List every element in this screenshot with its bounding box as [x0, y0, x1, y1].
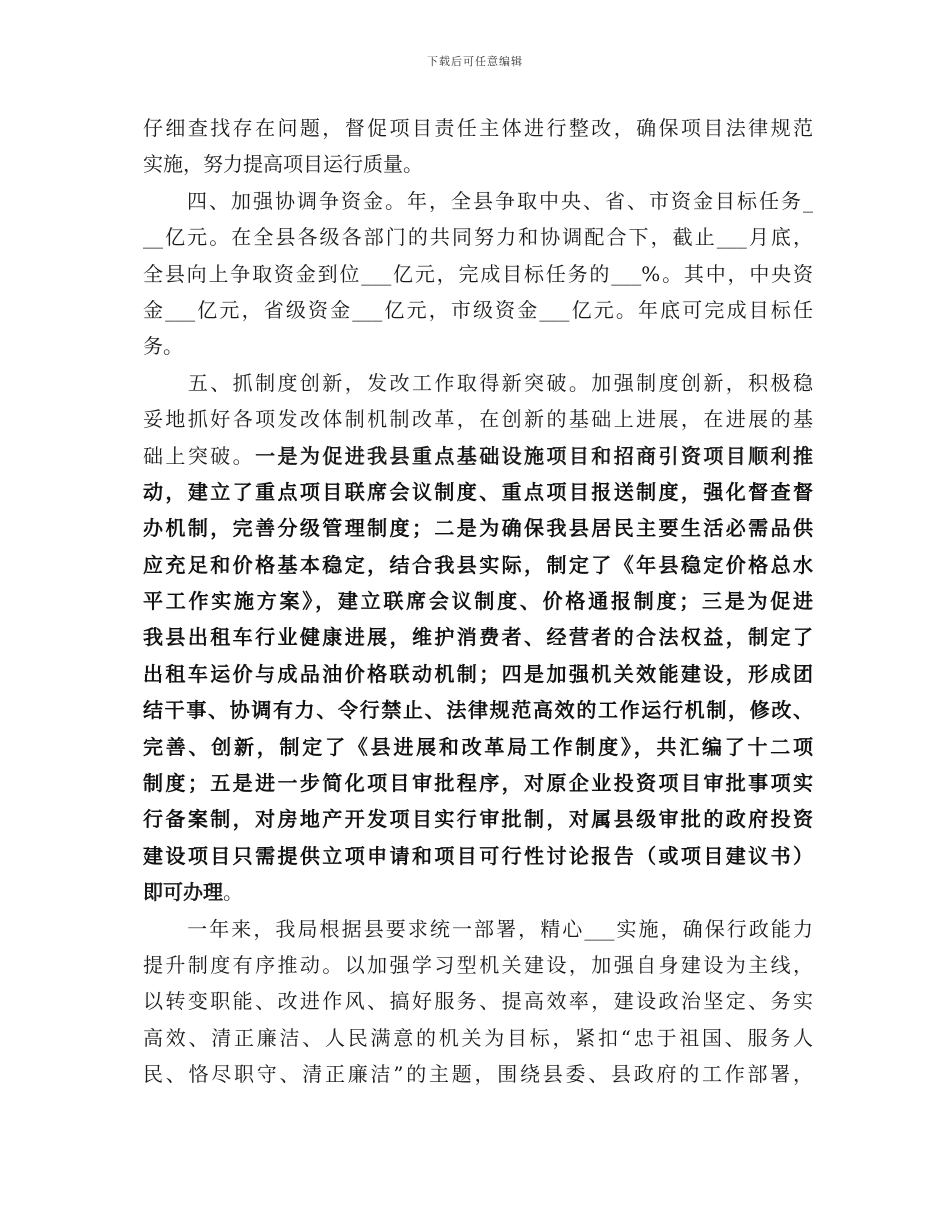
bold-text-line: 行备案制，对房地产开发项目实行审批制，对属县级审批的政府投资 — [143, 807, 813, 832]
bold-text-line: 动，建立了重点项目联席会议制度、重点项目报送制度，强化督查督 — [143, 479, 813, 504]
bold-text-line: 我县出租车行业健康进展，维护消费者、经营者的合法权益，制定了 — [143, 625, 813, 650]
bold-text-line: 应充足和价格基本稳定，结合我县实际，制定了《年县稳定价格总水 — [143, 552, 813, 577]
text-line: 高效、清正廉洁、人民满意的机关为目标，紧扣“忠于祖国、服务人 — [143, 1025, 813, 1050]
page-header-note: 下载后可任意编辑 — [427, 55, 523, 68]
bold-text-segment: 一是为促进我县重点基础设施项目和招商引资项目顺利推 — [255, 443, 814, 468]
text-line: 一年来，我局根据县要求统一部署，精心___实施，确保行政能力 — [143, 916, 813, 941]
text-line: 民、恪尽职守、清正廉洁”的主题，围绕县委、县政府的工作部署， — [143, 1062, 813, 1087]
bold-text-line: 结干事、协调有力、令行禁止、法律规范高效的工作运行机制，修改、 — [143, 698, 813, 723]
bold-text-line: 制度；五是进一步简化项目审批程序，对原企业投资项目审批事项实 — [143, 771, 813, 796]
bold-text-line: 建设项目只需提供立项申请和项目可行性讨论报告（或项目建议书） — [143, 843, 813, 868]
document-body — [143, 110, 813, 1093]
text-line: 以转变职能、改进作风、搞好服务、提高效率，建设政治坚定、务实 — [143, 989, 813, 1014]
text-line: __亿元。在全县各级各部门的共同努力和协调配合下，截止___月底， — [143, 225, 813, 250]
text-line: 实施，努力提高项目运行质量。 — [143, 152, 423, 177]
text-line: 全县向上争取资金到位___亿元，完成目标任务的___%。其中，中央资 — [143, 261, 813, 286]
plain-text-segment: 础上突破。 — [143, 443, 256, 468]
bold-text-line: 办机制，完善分级管理制度；二是为确保我县居民主要生活必需品供 — [143, 516, 813, 541]
text-line: 提升制度有序推动。以加强学习型机关建设，加强自身建设为主线， — [143, 952, 813, 977]
plain-text-segment: 。 — [223, 880, 243, 905]
bold-text-line: 完善、创新，制定了《县进展和改革局工作制度》，共汇编了十二项 — [143, 734, 813, 759]
text-line: 四、加强协调争资金。年，全县争取中央、省、市资金目标任务_ — [143, 188, 813, 213]
text-line-mixed — [143, 874, 813, 910]
text-line: 金___亿元，省级资金___亿元，市级资金___亿元。年底可完成目标任 — [143, 297, 813, 322]
bold-text-line: 出租车运价与成品油价格联动机制；四是加强机关效能建设，形成团 — [143, 661, 813, 686]
text-line: 五、抓制度创新，发改工作取得新突破。加强制度创新，积极稳 — [143, 370, 813, 395]
text-line: 仔细查找存在问题，督促项目责任主体进行整改，确保项目法律规范 — [143, 116, 813, 140]
bold-text-segment: 即可办理 — [143, 880, 223, 905]
text-line: 务。 — [143, 334, 183, 359]
bold-text-line: 平工作实施方案》，建立联席会议制度、价格通报制度；三是为促进 — [143, 589, 813, 614]
text-line-mixed — [143, 438, 813, 474]
text-line: 妥地抓好各项发改体制机制改革，在创新的基础上进展，在进展的基 — [143, 407, 813, 432]
